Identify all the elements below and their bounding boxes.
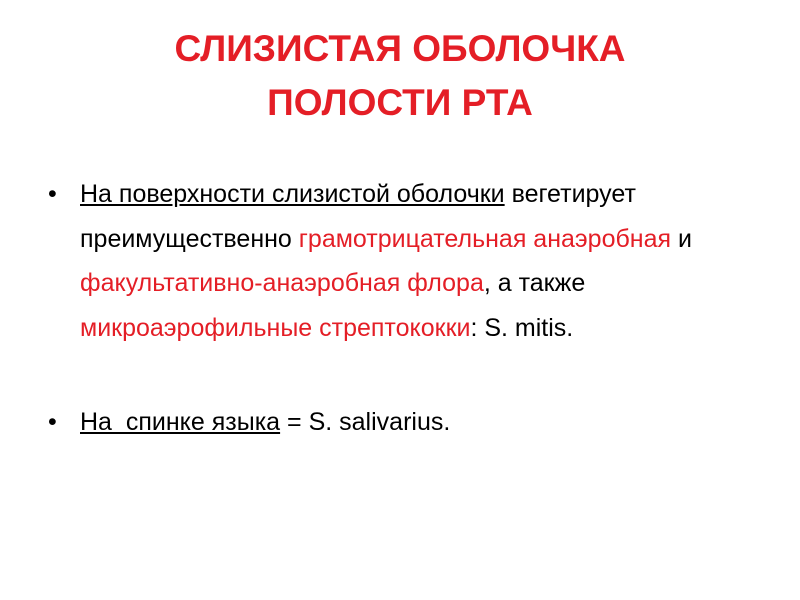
slide-title [60,22,740,130]
title-line-1: СЛИЗИСТАЯ ОБОЛОЧКА [174,28,626,69]
highlight-streptococci: микроаэрофильные стрептококки [80,313,471,342]
bullet-item-mucosa-surface [48,172,748,350]
bullet-dot: • [48,180,57,208]
bullet-dot: • [48,408,57,436]
bullet-item-tongue-back [48,400,748,445]
body-text: и [671,224,692,253]
underlined-heading: На поверхности слизистой оболочки [80,180,505,208]
bullet-list [48,172,748,445]
highlight-gram-negative: грамотрицательная анаэробная [298,224,672,253]
title-line-2: ПОЛОСТИ РТА [267,82,533,123]
body-text: вегетирует преимущественно [80,180,636,253]
body-text: : S. mitis. [470,313,574,342]
underlined-heading: На спинке языка [80,408,281,436]
body-text: , а также [483,269,586,297]
highlight-facultative-flora: факультативно-анаэробная флора [80,269,484,297]
body-text: = S. salivarius. [280,408,451,436]
